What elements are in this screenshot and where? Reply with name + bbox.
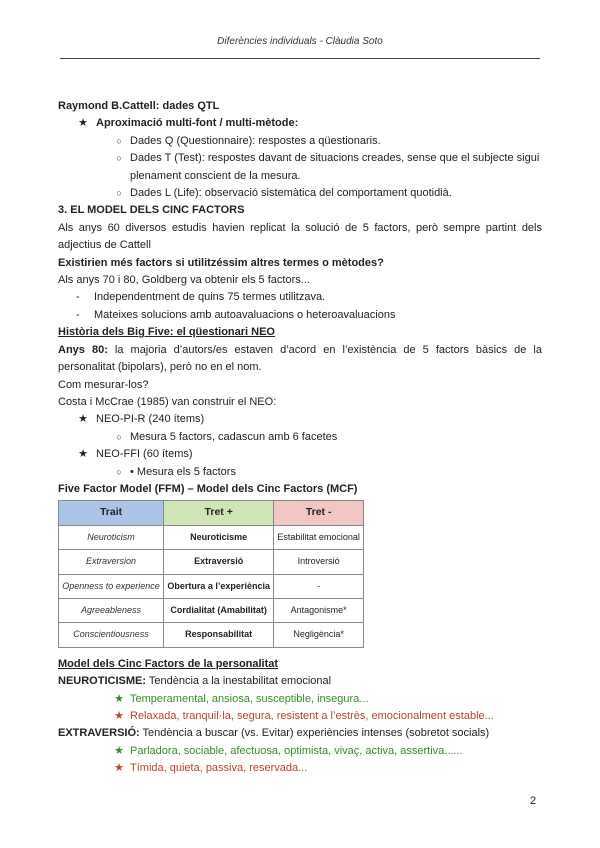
page-header: Diferències individuals - Clàudia Soto bbox=[217, 36, 383, 47]
star-icon: ★ bbox=[78, 413, 88, 426]
mcf-table bbox=[58, 500, 364, 647]
table-cell: Neuroticisme bbox=[164, 525, 274, 549]
dash-item-1: - Independentment de quins 75 termes utilitzava. bbox=[58, 289, 542, 306]
table-row bbox=[59, 574, 364, 598]
table-header: Trait bbox=[59, 501, 164, 525]
table-cell: Responsabilitat bbox=[164, 623, 274, 647]
green-star-icon: ★ bbox=[114, 744, 124, 757]
table-header-row bbox=[59, 501, 364, 525]
table-cell: Negligència* bbox=[274, 623, 364, 647]
neo-pir-sub-item: ○ Mesura 5 factors, cadascun amb 6 facetes bbox=[58, 429, 542, 446]
section3-question: Existirien més factors si utilitzéssim altres termes o mètodes? bbox=[58, 256, 384, 269]
anys80-paragraph: Anys 80: la majoria d’autors/es estaven d’acord en l’existència de 5 factors bàsics de la personalitat (bipolars), però no en el nom. bbox=[58, 343, 542, 374]
history-heading: Història dels Big Five: el qüestionari NEO bbox=[58, 326, 275, 339]
circle-bullet-icon: ○ bbox=[116, 431, 122, 442]
star-icon: ★ bbox=[78, 117, 88, 130]
table-header: Tret + bbox=[164, 501, 274, 525]
star-icon: ★ bbox=[78, 448, 88, 461]
goldberg-text: Als anys 70 i 80, Goldberg va obtenir els 5 factors... bbox=[58, 274, 310, 287]
neuroticisme-plus: ★ Temperamental, ansiosa, susceptible, insegura... bbox=[58, 691, 542, 708]
table-caption: Five Factor Model (FFM) – Model dels Cinc Factors (MCF) bbox=[58, 482, 358, 495]
section3-paragraph: Als anys 60 diversos estudis havien replicat la solució de 5 factors, però sempre partint dels adjectius de Cattell bbox=[58, 221, 542, 252]
table-row bbox=[59, 550, 364, 574]
list-item-dades-l: ○ Dades L (Life): observació sistemàtica del comportament quotidià. bbox=[58, 185, 542, 202]
dash-bullet-icon: - bbox=[76, 308, 80, 321]
table-cell: Openness to experience bbox=[59, 574, 164, 598]
extraversio-minus: ★ Tímida, quieta, passiva, reservada... bbox=[58, 760, 542, 777]
table-cell: Introversió bbox=[274, 550, 364, 574]
cattell-star-item: ★ Aproximació multi-font / multi-mètode: bbox=[58, 115, 542, 132]
table-row bbox=[59, 525, 364, 549]
list-item-dades-t-cont: plenament conscient de la mesura. bbox=[130, 169, 301, 182]
dash-bullet-icon: - bbox=[76, 291, 80, 304]
table-cell: Extraversion bbox=[59, 550, 164, 574]
table-cell: Neuroticism bbox=[59, 525, 164, 549]
neo-pir-item: ★ NEO-PI-R (240 ítems) bbox=[58, 411, 542, 428]
red-star-icon: ★ bbox=[114, 762, 124, 775]
neo-ffi-item: ★ NEO-FFI (60 ítems) bbox=[58, 446, 542, 463]
cattell-heading: Raymond B.Cattell: dades QTL bbox=[58, 100, 220, 112]
neuroticisme-definition: NEUROTICISME: Tendència a la inestabilitat emocional bbox=[58, 675, 332, 688]
extraversio-definition: EXTRAVERSIÓ: Tendència a buscar (vs. Evitar) experiències intenses (sobretot socials) bbox=[58, 727, 490, 740]
table-row bbox=[59, 598, 364, 622]
dash-item-2: - Mateixes solucions amb autoavaluacions o heteroavaluacions bbox=[58, 307, 542, 324]
page-number: 2 bbox=[530, 795, 537, 807]
circle-bullet-icon: ○ bbox=[116, 188, 122, 199]
section3-heading: 3. EL MODEL DELS CINC FACTORS bbox=[58, 204, 245, 217]
table-cell: - bbox=[274, 574, 364, 598]
table-cell: Antagonisme* bbox=[274, 598, 364, 622]
extraversio-plus: ★ Parladora, sociable, afectuosa, optimista, vivaç, activa, assertiva...... bbox=[58, 743, 542, 760]
list-item-dades-t: ○ Dades T (Test): respostes davant de situacions creades, sense que el subjecte sigui bbox=[58, 150, 542, 167]
table-cell: Conscientiousness bbox=[59, 623, 164, 647]
costa-text: Costa i McCrae (1985) van construir el NEO: bbox=[58, 395, 277, 408]
table-row bbox=[59, 623, 364, 647]
circle-bullet-icon: ○ bbox=[116, 135, 122, 146]
list-item-dades-q: ○ Dades Q (Questionnaire): respostes a qüestionaris. bbox=[58, 133, 542, 150]
circle-bullet-icon: ○ bbox=[116, 466, 122, 477]
table-header: Tret - bbox=[274, 501, 364, 525]
com-mesurar: Com mesurar-los? bbox=[58, 378, 149, 391]
green-star-icon: ★ bbox=[114, 692, 124, 705]
neo-ffi-sub-item: ○ • Mesura els 5 factors bbox=[58, 464, 542, 481]
table-cell: Extraversió bbox=[164, 550, 274, 574]
table-cell: Cordialitat (Amabilitat) bbox=[164, 598, 274, 622]
page-content bbox=[58, 98, 542, 778]
table-cell: Obertura a l’experiència bbox=[164, 574, 274, 598]
header-rule bbox=[60, 58, 540, 59]
table-cell: Estabilitat emocional bbox=[274, 525, 364, 549]
neuroticisme-minus: ★ Relaxada, tranquil·la, segura, resistent a l’estrès, emocionalment estable... bbox=[58, 708, 542, 725]
model-heading: Model dels Cinc Factors de la personalitat bbox=[58, 657, 279, 670]
table-cell: Agreeableness bbox=[59, 598, 164, 622]
circle-bullet-icon: ○ bbox=[116, 153, 122, 164]
red-star-icon: ★ bbox=[114, 710, 124, 722]
